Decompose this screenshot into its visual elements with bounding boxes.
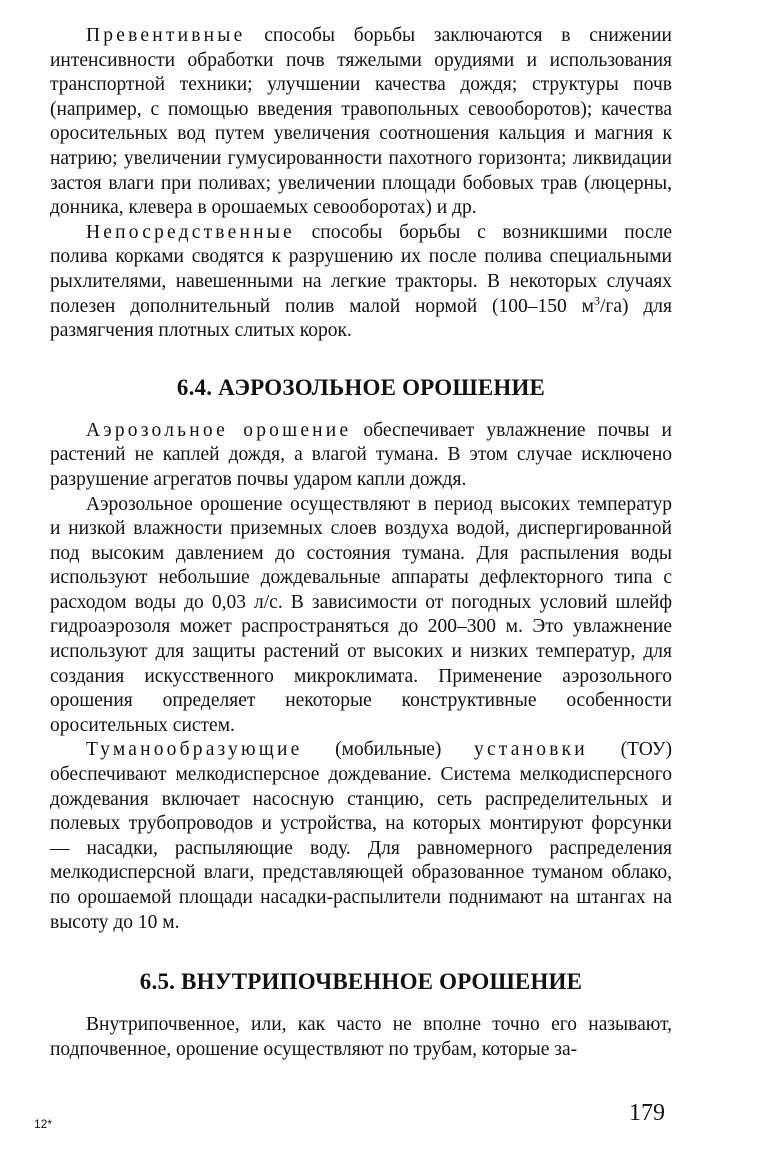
paragraph-direct [50, 221, 672, 344]
paragraph-text: способы борьбы заключаются в снижении интенсивности обработки почв тяжелыми орудиями и использования транспортной техники; улучшении качества дождя; структуры почв (например, с помощью введения травопольных севооборотов); качества оросительных вод путем увеличения соотношения кальция и магния к натрию; увеличении гумусированности пахотного горизонта; ликвидации застоя влаги при поливах; увеличении площади бобовых трав (люцерны, донника, клевера в орошаемых севооборотах) и др. [50, 25, 672, 219]
paragraph-aerosol-details: Аэрозольное орошение осуществляют в период высоких температур и низкой влажности приземных слоев воздуха водой, диспергированной под высоким давлением до состояния тумана. Для распыления воды используют небольшие дождевальные аппараты дефлекторного типа с расходом воды до 0,03 л/с. В зависимости от погодных условий шлейф гидроаэрозоля может распространяться до 200–300 м. Это увлажнение используют для защиты растений от высоких и низких температур, для создания искусственного микроклимата. Применение аэрозольного орошения определяет некоторые конструктивные особенности оросительных систем. [50, 493, 672, 736]
paragraph-aerosol-intro [50, 419, 672, 493]
signature-mark: 12* [34, 1117, 53, 1131]
term-preventive: Превентивные [86, 25, 246, 46]
paragraph-text: (мобильные) [302, 739, 474, 761]
term-direct: Непосредственные [86, 221, 295, 243]
paragraph-subsoil: Внутрипочвенное, или, как часто не вполне точно его называют, подпочвенное, орошение осуществляют по трубам, которые за- [50, 1014, 672, 1060]
paragraph-text: обеспечивает увлажнение почвы и растений не каплей дождя, а влагой тумана. В этом случае исключено разрушение агрегатов почвы ударом капли дождя. [50, 419, 672, 490]
paragraph-text: /га) для размягчения плотных слитых корок. [50, 295, 672, 342]
term-units: установки [474, 739, 588, 761]
paragraph-tou [50, 738, 672, 935]
paragraph-text: (ТОУ) обеспечивают мелкодисперсное дождевание. Система мелкодисперсного дождевания включает насосную станцию, сеть распределительных и полевых трубопроводов и устройства, на которых монтируют форсунки — насадки, распыляющие воду. Для равномерного распределения мелкодисперсной влаги, представляющей образованное туманом облако, по орошаемой площади насадки-распылители поднимают на штангах на высоту до 10 м. [50, 739, 672, 933]
section-heading-6-5: 6.5. ВНУТРИПОЧВЕННОЕ ОРОШЕНИЕ [139, 969, 583, 995]
page-number: 179 [629, 1100, 665, 1126]
page-body [50, 24, 672, 1062]
paragraph-preventive [50, 24, 672, 221]
paragraph-text: способы борьбы с возникшими после полива корками сводятся к разрушению их после полива специальными рыхлителями, навешенными на легкие тракторы. В некоторых случаях полезен дополнительный полив малой нормой (100–150 м [50, 221, 672, 317]
superscript: 3 [593, 293, 600, 308]
term-fog: Туманообразующие [86, 739, 303, 761]
term-aerosol: Аэрозольное орошение [86, 419, 352, 441]
section-heading-6-4: 6.4. АЭРОЗОЛЬНОЕ ОРОШЕНИЕ [176, 374, 546, 400]
